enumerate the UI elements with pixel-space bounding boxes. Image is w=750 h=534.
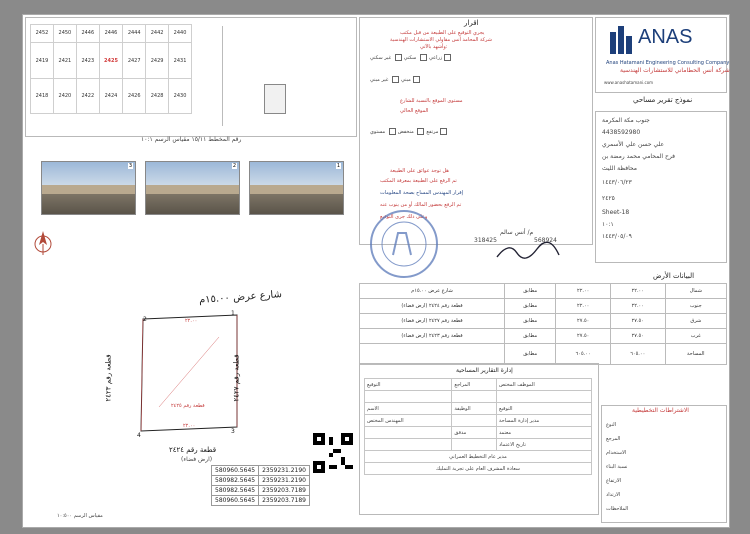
neighbor-cell [360,344,505,365]
corner-label-4: 4 [137,432,141,439]
parcel-cell: 2429 [146,42,169,79]
checkbox[interactable] [395,54,402,61]
location-sketch-frame [222,26,353,126]
approval-cell [496,391,591,403]
site-photo-3: 3 [41,161,136,215]
parcel-cell: 2427 [123,42,146,79]
property-info-panel [595,111,727,263]
parcel-cell: 2418 [31,79,54,114]
northing-cell: 2359203.7189 [259,486,310,496]
plot-sketch [119,307,279,457]
approval-cell: تاريخ الاعتماد [496,439,591,451]
parcel-cell: 2430 [169,79,192,114]
neighbor-cell: قطعة رقم ٢٤٢٧ (ارض فضاء) [360,314,505,329]
parcel-cell: 2422 [76,79,99,114]
declaration-line-8: إقرار المهندس المساح بصحة المعلومات [380,190,464,196]
company-header [595,17,730,93]
side-cell: جنوب [665,299,726,314]
measured-cell: ٢٢.٠٠ [556,299,611,314]
info-owner: علي حسن علي الأسمري [602,141,665,148]
use-options-row: زراعي سكني غير سكني [370,54,453,61]
boundaries-table [359,283,727,365]
side-cell: شمال [665,284,726,299]
boundaries-header: البيانات الأرض [653,272,695,280]
declaration-line-10: وعلى ذلك جرى التوقيع [380,214,428,220]
parcel-cell: 2419 [31,42,54,79]
building-options-row: مبني غير مبني [370,76,422,83]
parcel-cell: 2446 [76,25,99,43]
easting-cell: 580960.5645 [212,466,259,476]
parcel-cell: 2424 [99,79,122,114]
approvals-panel [359,363,599,515]
site-photo-1: 1 [249,161,344,215]
corner-label-1: 1 [231,310,235,317]
declaration-line-9: تم الرفع بحضور المالك أو من ينوب عنه [380,202,462,208]
info-id-number: 4438592980 [602,129,641,136]
approval-cell: مدقق [452,427,497,439]
report-title: نموذج تقرير مساحي [633,96,693,104]
match-cell: مطابق [505,284,556,299]
info-date: ١٤٤٣/٠٦/٢٣ [602,179,632,186]
company-name-en: Anas Hatamani Engineering Consulting Company [606,60,730,66]
parcel-cell: 2444 [123,25,146,43]
approval-cell: التوقيع [496,403,591,415]
sketch-info-line: رقم المخطط ١٥/١١ مقياس الرسم ١٠:١ [141,136,242,143]
deed-cell: ٦٠٥.٠٠ [610,344,665,365]
corner-label-2: 2 [143,316,147,323]
approval-cell [452,415,497,427]
parcel-cell: 2423 [76,42,99,79]
easting-cell: 580982.5645 [212,476,259,486]
top-dimension: ٢٢.٠٠ [185,318,198,324]
corner-label-3: 3 [231,428,235,435]
parcel-index-panel [25,17,357,137]
checkbox[interactable] [420,54,427,61]
approval-cell [365,391,452,403]
north-arrow-icon [33,229,53,259]
northing-cell: 2359203.7189 [259,496,310,506]
parcel-cell: 2431 [169,42,192,79]
parcel-cell-selected: 2425 [99,42,122,79]
deed-cell: ٢٢.٠٠ [610,299,665,314]
declaration-line-5: الموقع الحالي [400,108,429,114]
easting-cell: 580960.5645 [212,496,259,506]
measured-cell: ٦٠٥.٠٠ [556,344,611,365]
parcel-index-grid [30,24,192,114]
match-cell: مطابق [505,299,556,314]
approvals-title: إدارة التقارير المساحية [456,367,513,374]
checkbox[interactable] [440,128,447,135]
company-logo-text: ANAS [638,26,693,48]
company-logo-icon [606,24,638,56]
signatory-id-2: 568924 [534,237,557,244]
approval-cell [365,427,452,439]
parcel-cell: 2426 [123,79,146,114]
declaration-title: اقرار [464,19,479,27]
planning-row: المرجع [606,436,621,442]
approval-cell [452,391,497,403]
info-requester: فرح المحامي محمد رمضة بن [602,153,676,160]
info-plan-number: ٢٤٢٥ [602,195,615,202]
location-marker [264,84,286,114]
checkbox[interactable] [389,128,396,135]
qr-code [313,433,353,473]
approval-cell: مدير إدارة المساحة [496,415,591,427]
easting-cell: 580982.5645 [212,486,259,496]
parcel-cell: 2421 [53,42,76,79]
parcel-cell: 2420 [53,79,76,114]
office-stamp [367,207,441,281]
approval-cell: معتمد [496,427,591,439]
approval-cell: المراجع [452,379,497,391]
footer-note: مقياس الرسم ١٠:٥٠٠ [57,513,103,519]
signatory-name: م/ أنس سالم [500,229,534,236]
planning-row: النوع [606,422,616,428]
planning-title: الاشتراطات التخطيطية [632,407,689,414]
planning-row: الاستخدام [606,450,627,456]
info-sheet: Sheet-18 [602,209,630,216]
parcel-cell: 2450 [53,25,76,43]
approval-cell: مدير عام التخطيط العمراني [365,451,592,463]
approval-cell: الاسم [365,403,452,415]
company-name-ar: شركة أنس الحطاماني للاستشارات الهندسية [620,67,730,74]
bottom-dimension: ٢٢.٠٠ [183,423,196,429]
street-label: شارع عرض ١٥.٠٠م [198,289,283,306]
parcel-cell: 2442 [146,25,169,43]
match-cell: مطابق [505,329,556,344]
deed-cell: ٢٧.٥٠ [610,314,665,329]
northing-cell: 2359231.2190 [259,476,310,486]
measured-cell: ٢٧.٥٠ [556,329,611,344]
approval-cell: المهندس المختص [365,415,452,427]
planning-row: الارتداد [606,492,621,498]
plot-area-label: قطعة رقم ٢٤٢٥ [171,403,205,409]
approval-cell [365,439,452,451]
side-cell: غرب [665,329,726,344]
declaration-line-7: تم الرفع على الطبيعة بمعرفة المكتب [380,178,457,184]
parcel-cell: 2452 [31,25,54,43]
info-district: جنوب مكة المكرمة [602,117,650,124]
east-neighbor: قطعة رقم ٢٤٢٧ [232,354,241,402]
measured-cell: ٢٧.٥٠ [556,314,611,329]
planning-row: الملاحظات [606,506,629,512]
neighbor-cell: شارع عرض ١٥.٠٠م [360,284,505,299]
survey-document-sheet [22,14,730,528]
info-municipality: محافظة الليث [602,165,638,172]
info-scale: ١٠:١ [602,221,614,228]
approval-cell: الموظف المختص [496,379,591,391]
south-neighbor: قطعة رقم ٢٤٢٤ [169,446,217,454]
site-photo-2: 2 [145,161,240,215]
northing-cell: 2359231.2190 [259,466,310,476]
west-neighbor: قطعة رقم ٢٤٢٣ [104,354,113,402]
side-cell: شرق [665,314,726,329]
approval-cell: الوظيفة [452,403,497,415]
declaration-line-4: مستوى الموقع بالنسبة للشارع [400,98,463,104]
declaration-line-6: هل توجد عوائق على الطبيعة [390,168,449,174]
checkbox[interactable] [392,76,399,83]
checkbox[interactable] [444,54,451,61]
deed-cell: ٢٧.٥٠ [610,329,665,344]
parcel-cell: 2446 [99,25,122,43]
checkbox[interactable] [413,76,420,83]
parcel-cell: 2440 [169,25,192,43]
approval-cell: سعادة المشرف العام على تجربة التمليك [365,463,592,475]
company-contact: www.anashatamani.com [604,80,654,85]
planning-row: نسبة البناء [606,464,628,470]
declaration-line-2: شركة المحامد أنس مقاولي الاستشارات الهندسية [390,37,492,43]
approval-cell [452,439,497,451]
parcel-cell: 2428 [146,79,169,114]
declaration-line-1: يجري التوقيع على الطبيعة من قبل مكتب [400,30,485,36]
deed-cell: ٢٢.٠٠ [610,284,665,299]
topography-options-row: مرتفع منخفض مستوي [370,128,449,135]
approval-cell: التوقيع [365,379,452,391]
south-neighbor-note: (ارض فضاء) [181,456,213,463]
neighbor-cell: قطعة رقم ٢٤٢٣ (ارض فضاء) [360,329,505,344]
planning-panel [601,405,727,523]
coordinates-table [211,465,310,506]
declaration-line-3: وأشهد بالآتي: [420,44,448,50]
match-cell: مطابق [505,314,556,329]
approvals-table [364,378,592,475]
neighbor-cell: قطعة رقم ٢٤٢٤ (ارض فضاء) [360,299,505,314]
checkbox[interactable] [417,128,424,135]
signatory-id-1: 318425 [474,237,497,244]
signature-mark [493,239,563,263]
planning-row: الارتفاع [606,478,622,484]
measured-cell: ٢٢.٠٠ [556,284,611,299]
info-scale-date: ١٤٤٣/٠٥/٠٩ [602,233,632,240]
match-cell: مطابق [505,344,556,365]
side-cell: المساحة [665,344,726,365]
